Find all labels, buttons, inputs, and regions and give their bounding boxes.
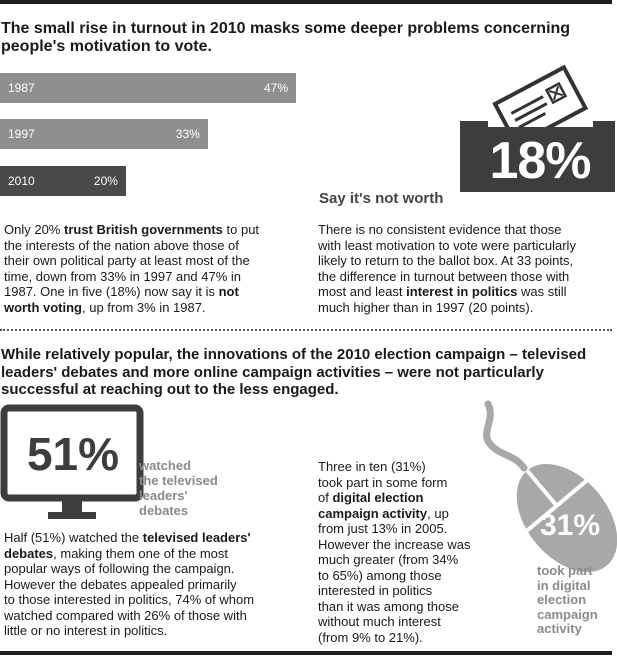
para3-line: to those interested in politics, 74% of whom: [4, 592, 255, 607]
bar-1997: [0, 119, 208, 149]
para2-bold: interest in politics: [406, 284, 518, 299]
para4-line: to 65%) among those: [318, 567, 442, 583]
para3-line: However the debates appealed primarily: [4, 576, 237, 592]
digital-activity-stat: 31%: [540, 509, 601, 542]
digital-label-line: campaign: [537, 606, 598, 622]
para2-line: the difference in turnout between those with: [318, 268, 570, 284]
para2-text: most and least: [318, 284, 407, 299]
not-worth-voting-stat: 18%: [489, 132, 591, 190]
bar-label-1997: 1997: [8, 127, 35, 141]
debates-label-line: debates: [139, 503, 189, 518]
para4-line: However the increase was: [318, 536, 471, 552]
digital-label-line: took part: [537, 563, 593, 578]
para2-line: There is no consistent evidence that those: [318, 222, 562, 237]
para4-bold: campaign activity: [318, 505, 428, 521]
para4-line: interested in politics: [318, 583, 433, 598]
section2-heading-line2: leaders' debates and more online campaign activities – were not particularly: [1, 363, 544, 381]
section2-heading-line3: successful at reaching out to the less engaged.: [1, 381, 339, 398]
para2-line: likely to return to the ballot box. At 33 points,: [318, 253, 574, 268]
digital-label-line: in digital: [537, 577, 591, 593]
turnout-bar-chart: [0, 73, 300, 213]
digital-label-line: election: [537, 592, 587, 607]
para4-bold: digital election: [332, 490, 424, 505]
para1-text: 1987. One in five (18%) now say it is: [4, 284, 219, 299]
para1-line: time, down from 33% in 1997 and 47% in: [4, 268, 242, 284]
mouse-cable: [487, 404, 524, 468]
para4-text: , up: [427, 505, 449, 521]
bar-value-1997: 33%: [175, 127, 200, 141]
debates-label-line: the televised: [139, 473, 218, 488]
debates-label-line: leaders': [139, 488, 188, 503]
para1-line: their own political party at least most of the: [4, 253, 250, 268]
turnout-evidence-paragraph: [318, 222, 613, 315]
bar-value-1987: 47%: [263, 81, 288, 95]
para4-line: (from 9% to 21%).: [318, 629, 423, 645]
para4-line: took part in some form: [318, 474, 448, 490]
para4-text: of: [318, 490, 333, 505]
trust-governments-paragraph: [4, 222, 304, 315]
para4-line: from just 13% in 2005.: [318, 521, 448, 536]
debates-paragraph: [4, 530, 304, 639]
para1-text: to put: [222, 222, 260, 237]
para1-text: , up from 3% in 1987.: [82, 299, 206, 315]
para1-line: the interests of the nation above those of: [4, 237, 239, 253]
para1-text: Only 20%: [4, 222, 64, 237]
bar-value-2010: 20%: [93, 174, 118, 188]
not-worth-voting-caption: [319, 190, 493, 207]
bar-label-1987: 1987: [8, 81, 35, 95]
bar-1987: [0, 73, 296, 103]
section2-heading: [1, 346, 616, 399]
bottom-rule: [0, 651, 612, 655]
debates-stat: 51%: [26, 428, 120, 480]
para3-line: little or no interest in politics.: [4, 623, 168, 638]
bar-2010: [0, 166, 126, 196]
para3-line: watched compared with 26% of those with: [4, 607, 247, 623]
para1-bold: not: [218, 284, 239, 299]
section-divider: [0, 329, 612, 331]
para3-line: popular ways of following the campaign.: [4, 561, 235, 576]
para1-bold: worth voting: [4, 299, 82, 315]
para3-bold: televised leaders': [142, 530, 251, 545]
top-rule: [0, 0, 612, 4]
debates-label-line: watched: [139, 458, 192, 473]
para2-line: with least motivation to vote were particularly: [318, 237, 576, 253]
section2-heading-line1: While relatively popular, the innovations of the 2010 election campaign – televised: [1, 346, 587, 363]
digital-activity-label: [537, 564, 598, 637]
para2-text: was still: [517, 284, 567, 299]
section1-heading-line2: people's motivation to vote.: [1, 38, 212, 55]
para2-line: much higher than in 1997 (20 points).: [318, 299, 534, 315]
section1-heading-line1: The small rise in turnout in 2010 masks some deeper problems concerning: [1, 20, 571, 37]
para4-line: without much interest: [318, 614, 441, 629]
caption-part-b: voting: [447, 190, 493, 207]
para4-line: than it was among those: [318, 598, 459, 614]
para3-bold: debates: [4, 545, 54, 561]
digital-label-line: activity: [537, 621, 582, 636]
bar-label-2010: 2010: [8, 174, 35, 188]
para3-text: Half (51%) watched the: [4, 530, 143, 545]
debates-label: [139, 458, 218, 518]
para4-line: Three in ten (31%): [318, 459, 426, 474]
para3-text: , making them one of the most: [53, 545, 229, 561]
caption-part-a: Say it's not worth: [319, 190, 448, 207]
section1-heading: [1, 20, 613, 56]
para4-line: much greater (from 34%: [318, 552, 459, 567]
para1-bold: trust British governments: [63, 222, 223, 237]
computer-mouse-illustration: [470, 398, 617, 578]
